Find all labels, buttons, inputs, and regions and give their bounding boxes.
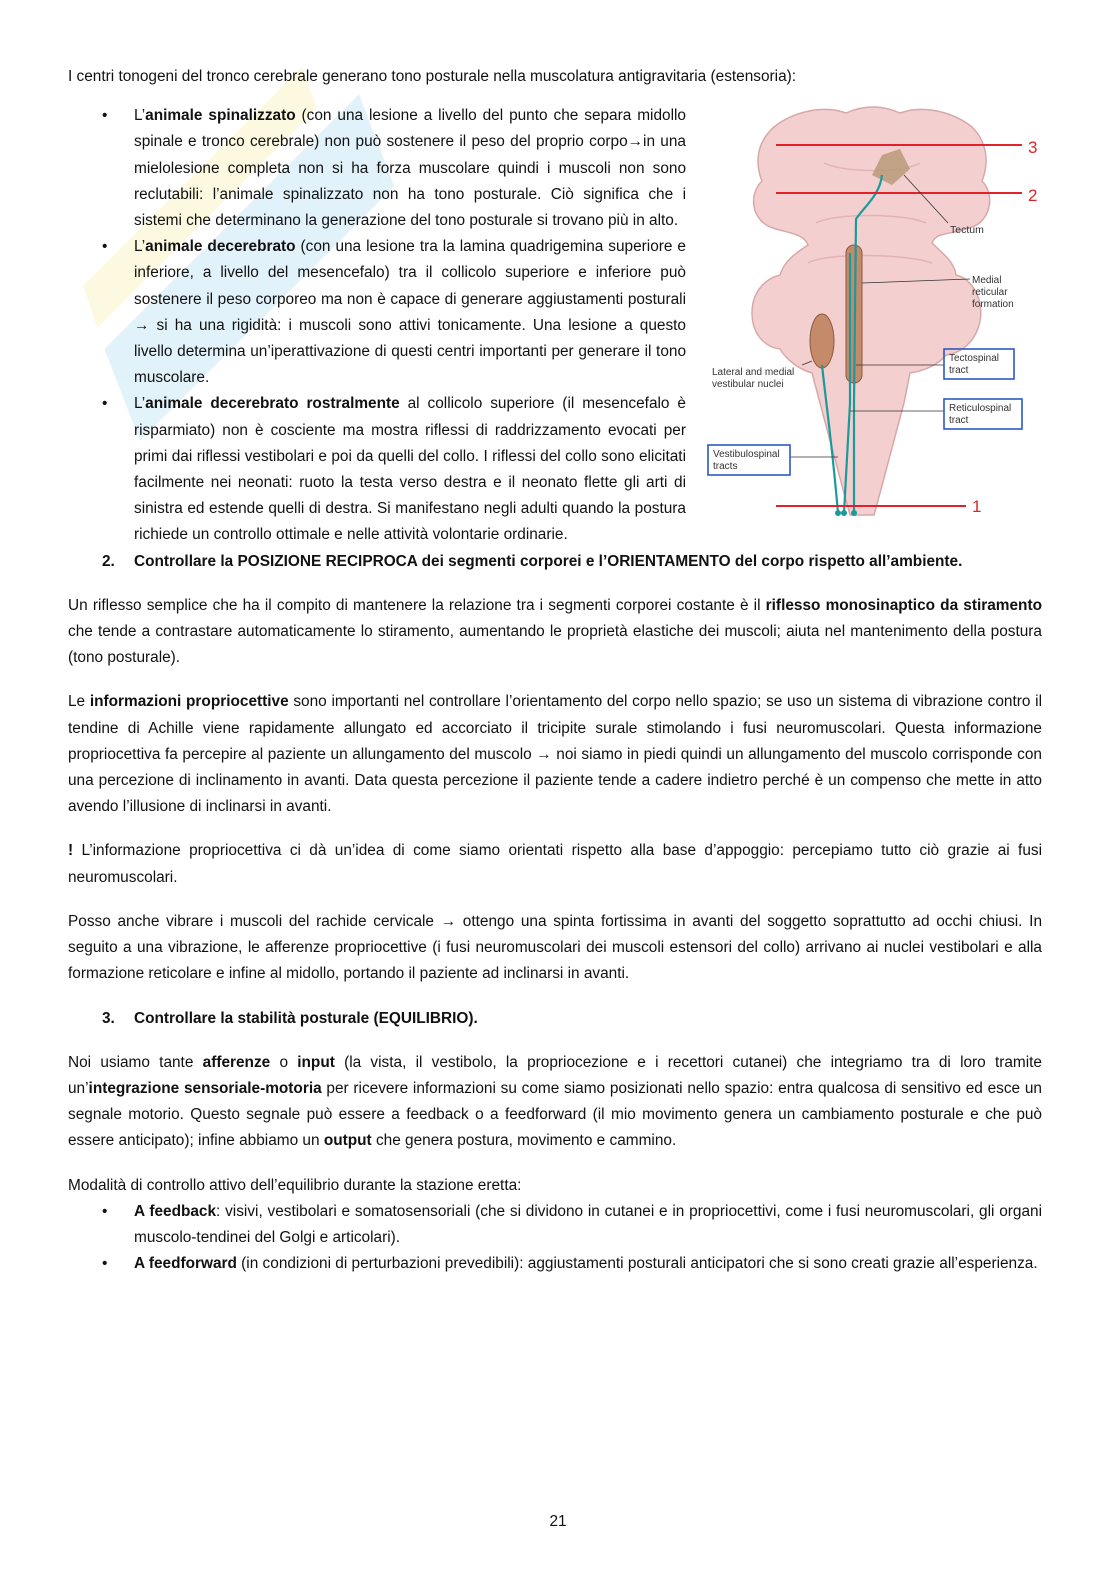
- list-item-decerebrated-rostral: • L’animale decerebrato rostralmente al collicolo superiore (il mesencefalo è risparmiato) non è cosciente ma mostra riflessi di raddrizzamento evocati per primi dai riflessi vestibolari e poi da quelli del collo. I riflessi del collo sono elicitati facilmente nei neonati: ruoto la testa verso destra e il neonato flette gli arti di sinistra ed estende quelli di destra. Si manifestano negli adulti quando la postura richiede un controllo ottimale e nelle attività volontarie ordinarie.: [102, 395, 686, 544]
- label-medial-2: reticular: [972, 287, 1008, 299]
- label-medial-3: formation: [972, 299, 1014, 311]
- document-page: [68, 64, 1042, 1277]
- page-number: 21: [549, 1513, 567, 1530]
- section-number-1: 1: [972, 497, 982, 517]
- control-modes-list: [68, 1199, 1042, 1278]
- label-lateral-2: vestibular nuclei: [712, 379, 784, 391]
- paragraph-control-modes: Modalità di controllo attivo dell’equilibrio durante la stazione eretta:: [68, 1176, 522, 1194]
- label-tectum: Tectum: [950, 224, 984, 237]
- label-reticulospinal-2: tract: [949, 415, 969, 427]
- paragraph-proprioception: Le informazioni propriocettive sono importanti nel controllare l’orientamento del corpo nello spazio; se uso un sistema di vibrazione contro il tendine di Achille viene rapidamente allungato ed accorciato il tricipite surale stimolando i fusi neuromuscolari. Questa informazione propriocettiva fa percepire al paziente un allungamento del muscolo → noi siamo in piedi quindi un allungamento del muscolo corrisponde con una percezione di inclinamento in avanti. Data questa percezione il paziente tende a cadere indietro perché è un compenso che mette in atto avendo l’illusione di inclinarsi in avanti.: [68, 693, 1042, 816]
- section-number-2: 2: [1028, 186, 1038, 206]
- label-medial-1: Medial: [972, 275, 1002, 287]
- label-reticulospinal-1: Reticulospinal: [949, 403, 1012, 415]
- paragraph-sensorimotor: Noi usiamo tante afferenze o input (la vista, il vestibolo, la propriocezione e i recettori cutanei) che integriamo tra di loro tramite un’integrazione sensoriale-motoria per ricevere informazioni su come siamo posizionati nello spazio: entra qualcosa di sensitivo ed esce un segnale motorio. Questo segnale può essere a feedback o a feedforward (il mio movimento genera un cambiamento posturale e che può essere anticipato); infine abbiamo un output che genera postura, movimento e cammino.: [68, 1053, 1042, 1150]
- label-tectospinal-2: tract: [949, 365, 969, 377]
- paragraph-stretch-reflex: Un riflesso semplice che ha il compito di mantenere la relazione tra i segmenti corporei costante è il riflesso monosinaptico da stiramento che tende a contrastare automaticamente lo stiramento, aumentando le proprietà elastiche dei muscoli; aiuta nel mantenimento della postura (tono posturale).: [68, 596, 1042, 667]
- numbered-item-2: 2. Controllare la POSIZIONE RECIPROCA dei segmenti corporei e l’ORIENTAMENTO del corpo rispetto all’ambiente.: [102, 552, 963, 570]
- label-lateral-1: Lateral and medial: [712, 367, 795, 379]
- label-vestibulospinal-2: tracts: [713, 461, 738, 473]
- numbered-item-3: 3. Controllare la stabilità posturale (EQUILIBRIO).: [102, 1009, 478, 1027]
- list-item-decerebrated: • L’animale decerebrato (con una lesione tra la lamina quadrigemina superiore e inferiore, a livello del mesencefalo) tra il collicolo superiore e inferiore può sostenere il peso corporeo ma non è capace di generare aggiustamenti posturali → si ha una rigidità: i muscoli sono attivi tonicamente. Una lesione a questo livello determina un’iperattivazione di questi centri importanti per generare il tono muscolare.: [102, 238, 686, 387]
- list-item-feedback: • A feedback: visivi, vestibolari e somatosensoriali (che si dividono in cutanei e in propriocettivi, come i fusi neuromuscolari, gli organi muscolo-tendinei del Golgi e articolari).: [102, 1202, 1042, 1246]
- tonogenic-centers-list: [68, 103, 1042, 548]
- paragraph-cervical-vibration: Posso anche vibrare i muscoli del rachide cervicale → ottengo una spinta fortissima in avanti del soggetto soprattutto ad occhi chiusi. In seguito a una vibrazione, le afferenze propriocettive (i fusi neuromuscolari dei muscoli estensori del collo) arrivano ai nuclei vestibolari e alla formazione reticolare e infine al midollo, portando il paziente ad inclinarsi in avanti.: [68, 912, 1042, 983]
- list-item-feedforward: • A feedforward (in condizioni di perturbazioni prevedibili): aggiustamenti posturali anticipatori che si sono creati grazie all’esperienza.: [102, 1255, 1038, 1273]
- list-item-spinalized: • L’animale spinalizzato (con una lesione a livello del punto che separa midollo spinale e tronco cerebrale) non può sostenere il peso del proprio corpo→in una mielolesione completa non si ha forza muscolare quindi i muscoli non sono reclutabili: l’animale spinalizzato non ha tono posturale. Ciò significa che i sistemi che determinano la generazione del tono posturale si trovano più in alto.: [102, 107, 686, 230]
- label-vestibulospinal-1: Vestibulospinal: [713, 449, 780, 461]
- intro-paragraph: I centri tonogeni del tronco cerebrale generano tono posturale nella muscolatura antigravitaria (estensoria):: [68, 68, 797, 85]
- label-tectospinal-1: Tectospinal: [949, 353, 1000, 365]
- paragraph-note: ! L’informazione propriocettiva ci dà un’idea di come siamo orientati rispetto alla base d’appoggio: percepiamo tutto ciò grazie ai fusi neuromuscolari.: [68, 842, 1042, 886]
- section-number-3: 3: [1028, 138, 1038, 158]
